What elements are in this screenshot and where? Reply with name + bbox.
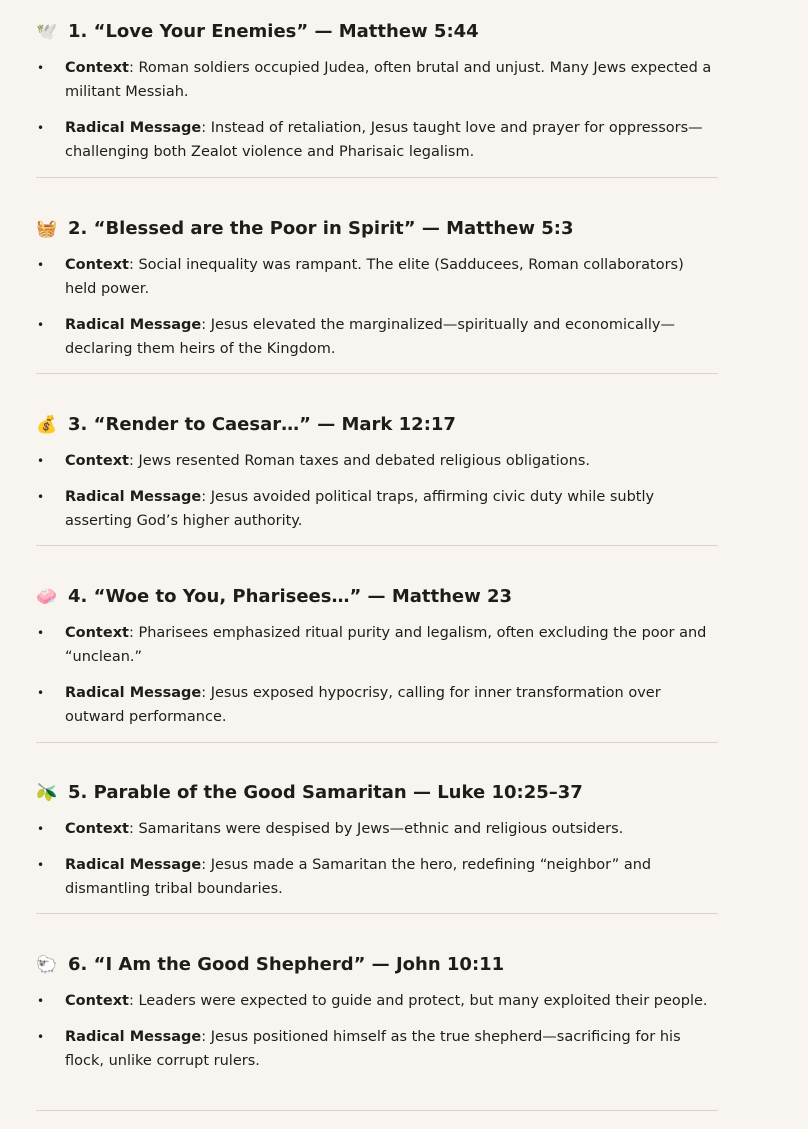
radical-message-bullet: [36, 681, 718, 729]
context-bullet: [36, 56, 718, 104]
context-text: : Leaders were expected to guide and protect, but many exploited their people.: [128, 993, 708, 1009]
section-divider: [36, 1110, 718, 1111]
dove-icon: 🕊️: [36, 22, 58, 42]
radical-message-text: : Jesus elevated the marginalized—spiritually and economically—declaring them heirs of the Kingdom.: [65, 317, 675, 357]
section-title: 5. Parable of the Good Samaritan — Luke 10:25–37: [68, 782, 583, 803]
bullet-list: [36, 621, 718, 729]
section-title: 1. “Love Your Enemies” — Matthew 5:44: [68, 21, 479, 42]
context-bullet: [36, 253, 718, 301]
section-heading: [36, 953, 718, 977]
section-title: 6. “I Am the Good Shepherd” — John 10:11: [68, 954, 505, 975]
section-woe-to-you-pharisees: [36, 585, 718, 741]
context-bullet: [36, 449, 718, 473]
radical-message-text: : Jesus made a Samaritan the hero, redefining “neighbor” and dismantling tribal boundaries.: [65, 857, 652, 897]
context-text: : Pharisees emphasized ritual purity and legalism, often excluding the poor and “unclean.”: [65, 625, 707, 665]
section-title: 3. “Render to Caesar…” — Mark 12:17: [68, 414, 456, 435]
context-bullet: [36, 817, 718, 841]
bullet-list: [36, 449, 718, 533]
radical-message-text: : Jesus positioned himself as the true shepherd—sacrificing for his flock, unlike corrupt rulers.: [65, 1029, 681, 1069]
section-heading: [36, 781, 718, 805]
soap-icon: 🧼: [36, 587, 58, 607]
radical-message-bullet: [36, 1025, 718, 1073]
section-divider: [36, 373, 718, 374]
radical-message-label: Radical Message: [65, 685, 202, 701]
money-bag-icon: 💰: [36, 415, 58, 435]
sheep-icon: 🐑: [36, 955, 58, 975]
section-love-your-enemies: [36, 20, 718, 176]
context-text: : Jews resented Roman taxes and debated religious obligations.: [128, 453, 591, 469]
section-heading: [36, 20, 718, 44]
context-bullet: [36, 989, 718, 1013]
section-heading: [36, 217, 718, 241]
radical-message-label: Radical Message: [65, 857, 202, 873]
section-title: 2. “Blessed are the Poor in Spirit” — Matthew 5:3: [68, 218, 574, 239]
bullet-list: [36, 817, 718, 901]
bullet-list: [36, 253, 718, 361]
bullet-list: [36, 56, 718, 164]
radical-message-text: : Jesus exposed hypocrisy, calling for inner transformation over outward performance.: [65, 685, 661, 725]
section-divider: [36, 177, 718, 178]
context-label: Context: [65, 257, 129, 273]
section-good-samaritan: [36, 781, 718, 913]
bullet-list: [36, 989, 718, 1073]
context-text: : Social inequality was rampant. The elite (Sadducees, Roman collaborators) held power.: [65, 257, 684, 297]
section-divider: [36, 545, 718, 546]
context-text: : Samaritans were despised by Jews—ethnic and religious outsiders.: [128, 821, 624, 837]
radical-message-text: : Jesus avoided political traps, affirming civic duty while subtly asserting God’s higher authority.: [65, 489, 655, 529]
radical-message-label: Radical Message: [65, 120, 202, 136]
section-good-shepherd: [36, 953, 718, 1085]
radical-message-bullet: [36, 313, 718, 361]
radical-message-text: : Instead of retaliation, Jesus taught love and prayer for oppressors—challenging both Zealot violence and Pharisaic legalism.: [65, 120, 703, 160]
section-heading: [36, 585, 718, 609]
olive-icon: 🫒: [36, 783, 58, 803]
section-render-to-caesar: [36, 413, 718, 545]
context-label: Context: [65, 453, 129, 469]
context-label: Context: [65, 625, 129, 641]
context-label: Context: [65, 993, 129, 1009]
section-poor-in-spirit: [36, 217, 718, 373]
radical-message-bullet: [36, 116, 718, 164]
context-label: Context: [65, 60, 129, 76]
radical-message-label: Radical Message: [65, 489, 202, 505]
section-title: 4. “Woe to You, Pharisees…” — Matthew 23: [68, 586, 513, 607]
section-divider: [36, 742, 718, 743]
radical-message-bullet: [36, 485, 718, 533]
context-text: : Roman soldiers occupied Judea, often brutal and unjust. Many Jews expected a militant Messiah.: [65, 60, 712, 100]
radical-message-label: Radical Message: [65, 317, 202, 333]
basket-icon: 🧺: [36, 219, 58, 239]
section-divider: [36, 913, 718, 914]
context-bullet: [36, 621, 718, 669]
radical-message-label: Radical Message: [65, 1029, 202, 1045]
context-label: Context: [65, 821, 129, 837]
section-heading: [36, 413, 718, 437]
radical-message-bullet: [36, 853, 718, 901]
